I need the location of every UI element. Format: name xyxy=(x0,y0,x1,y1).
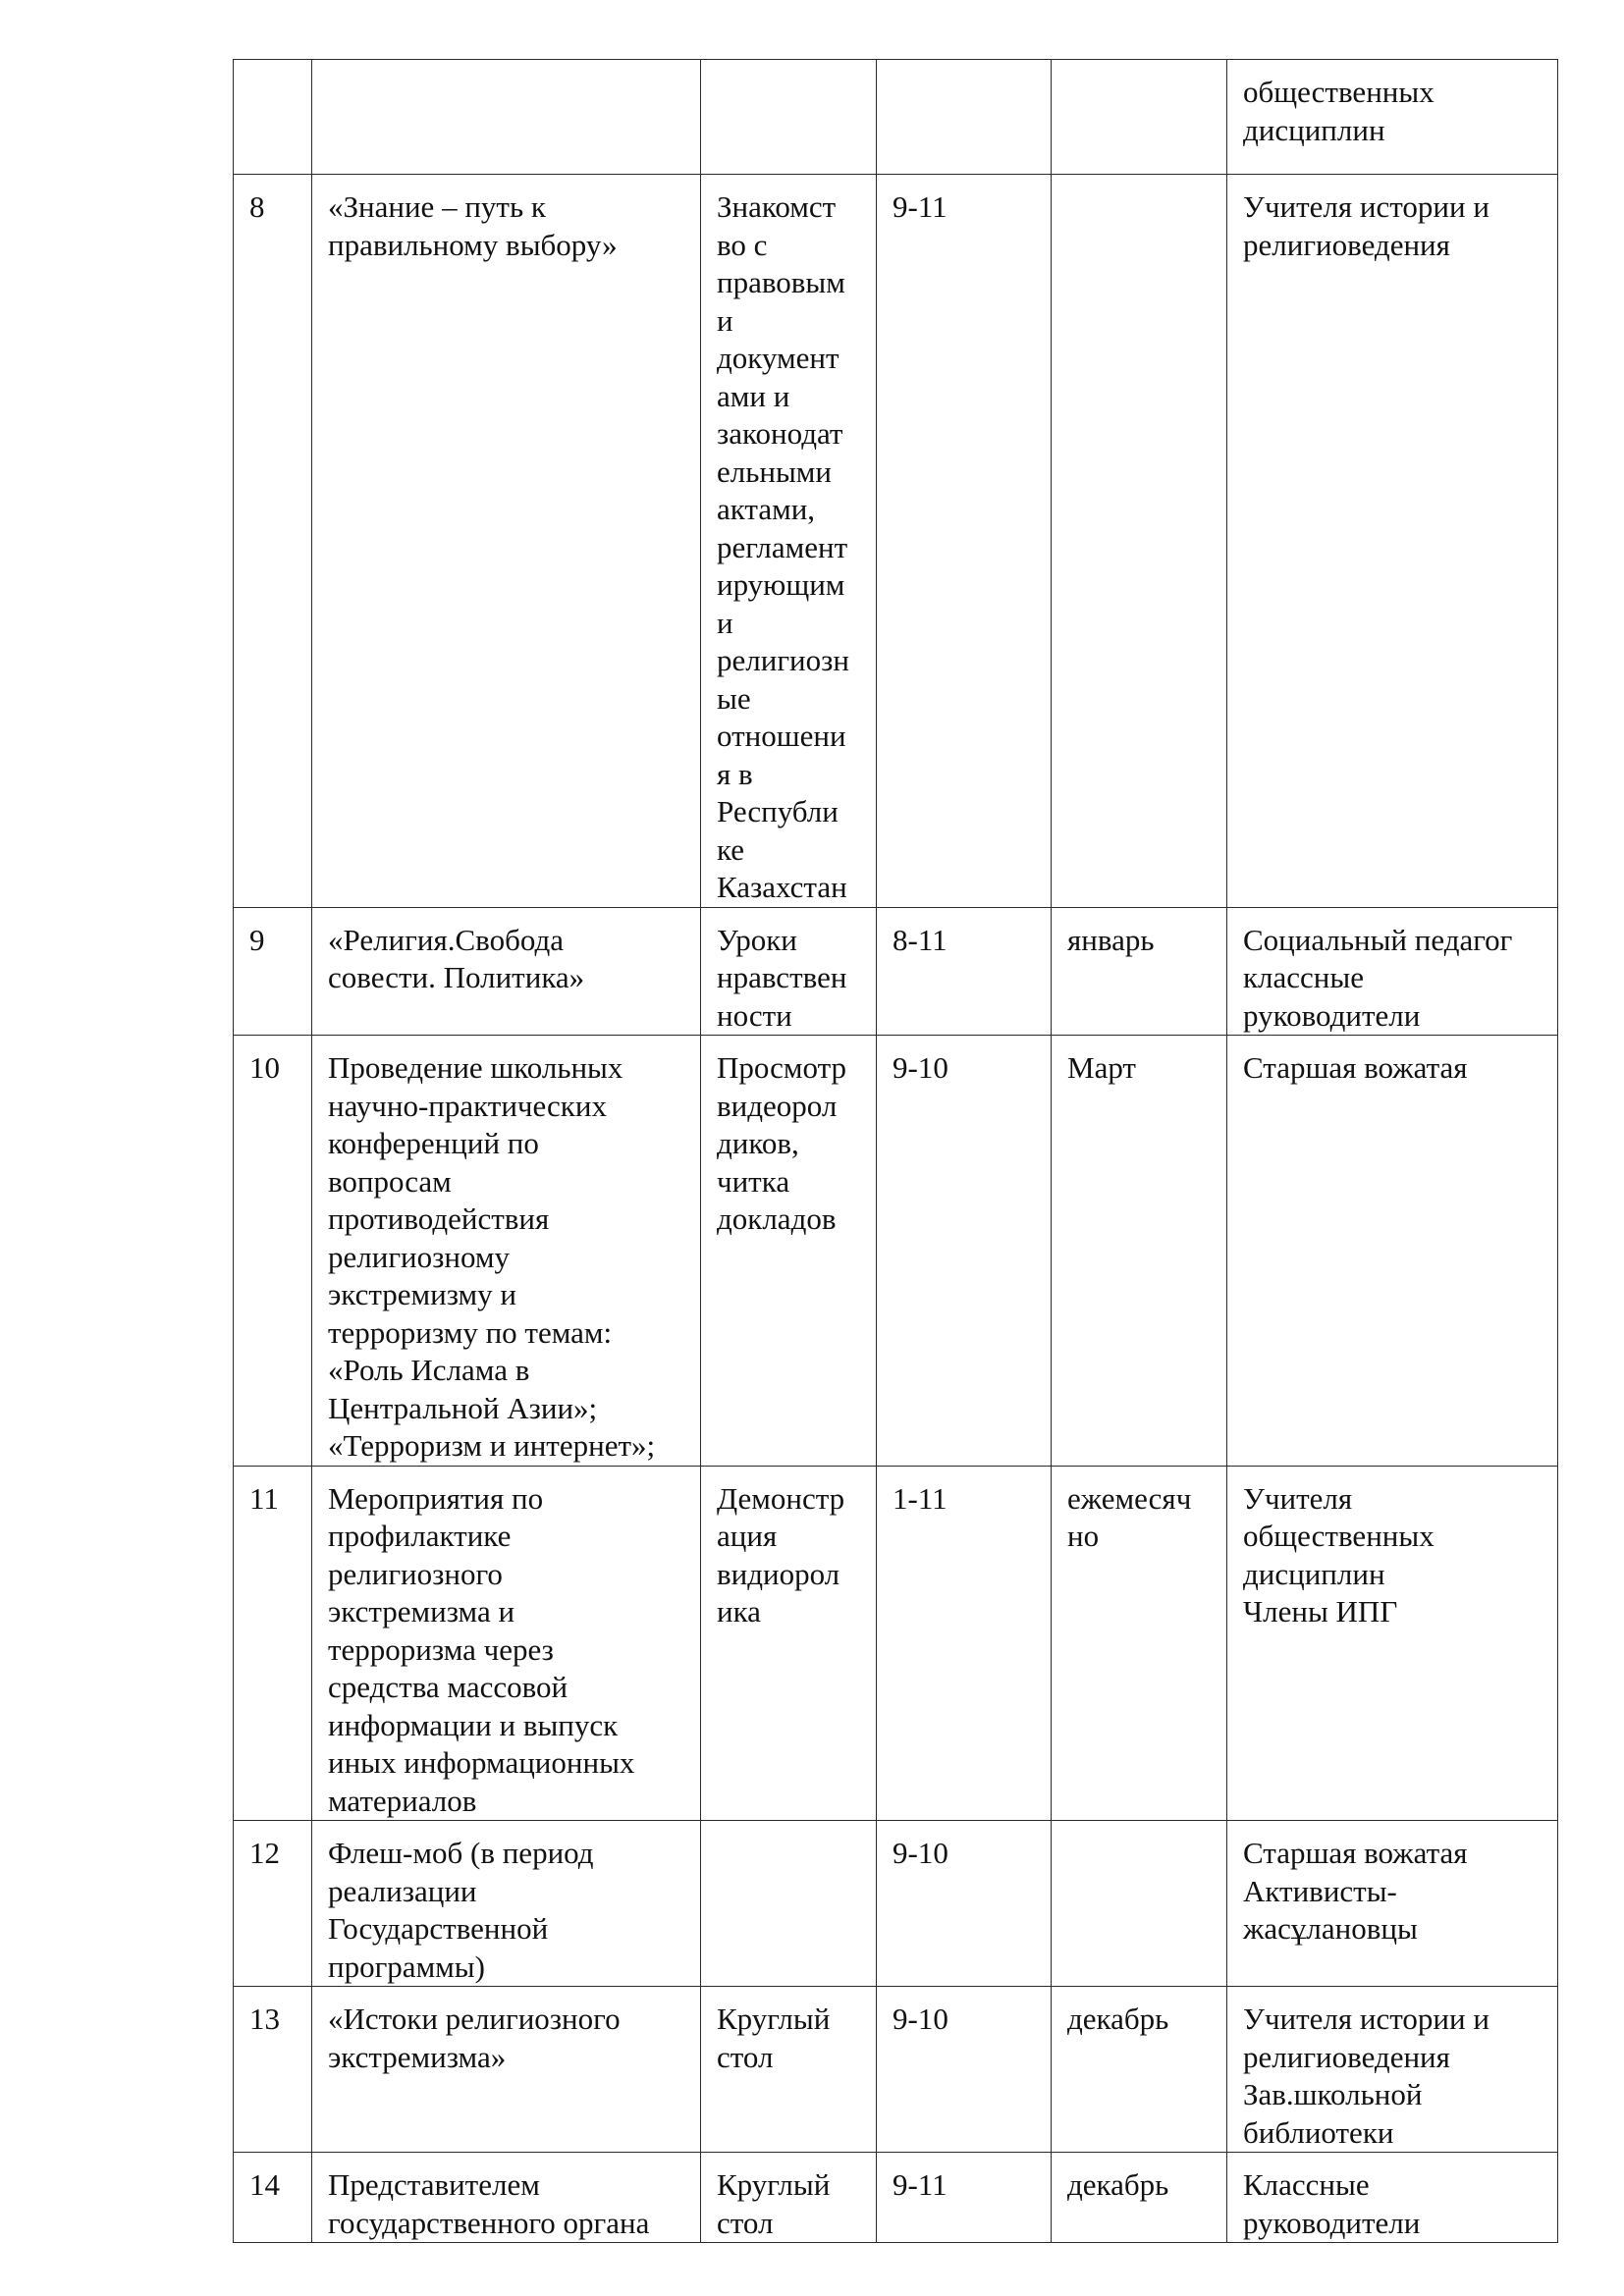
grades-cell: 1-11 xyxy=(877,1466,1052,1821)
event-cell: Представителем государственного органа xyxy=(312,2153,701,2243)
date-cell: ежемесяч но xyxy=(1052,1466,1227,1821)
responsible-cell: Социальный педагог классные руководители xyxy=(1227,907,1558,1036)
form-cell xyxy=(701,60,877,175)
table-row xyxy=(234,1821,1558,1987)
event-cell xyxy=(312,60,701,175)
grades-cell: 9-11 xyxy=(877,175,1052,908)
date-cell xyxy=(1052,1821,1227,1987)
event-cell: Флеш-моб (в период реализации Государственной программы) xyxy=(312,1821,701,1987)
event-cell: Мероприятия по профилактике религиозного экстремизма и терроризма через средства массовой информации и выпуск иных информационных материалов xyxy=(312,1466,701,1821)
event-cell: «Религия.Свобода совести. Политика» xyxy=(312,907,701,1036)
event-cell: «Истоки религиозного экстремизма» xyxy=(312,1987,701,2153)
responsible-cell: Учителя общественных дисциплин Члены ИПГ xyxy=(1227,1466,1558,1821)
table-row xyxy=(234,60,1558,175)
table-row xyxy=(234,2153,1558,2243)
grades-cell: 9-10 xyxy=(877,1036,1052,1467)
row-number-cell xyxy=(234,60,312,175)
responsible-cell: Старшая вожатая xyxy=(1227,1036,1558,1467)
date-cell: декабрь xyxy=(1052,2153,1227,2243)
event-cell: Проведение школьных научно-практических конференций по вопросам противодействия религиозному экстремизму и терроризму по темам: «Роль Ислама в Центральной Азии»; «Терроризм и интернет»; xyxy=(312,1036,701,1467)
table-row xyxy=(234,175,1558,908)
responsible-cell: Учителя истории и религиоведения xyxy=(1227,175,1558,908)
grades-cell: 9-11 xyxy=(877,2153,1052,2243)
table-row xyxy=(234,1987,1558,2153)
responsible-cell: общественных дисциплин xyxy=(1227,60,1558,175)
date-cell xyxy=(1052,175,1227,908)
row-number-cell: 14 xyxy=(234,2153,312,2243)
grades-cell xyxy=(877,60,1052,175)
table-row xyxy=(234,1036,1558,1467)
form-cell: Знакомст во с правовым и документ ами и законодат ельными актами, регламент ирующим и религиозн ые отношени я в Республи ке Казахстан xyxy=(701,175,877,908)
form-cell: Демонстр ация видиорол ика xyxy=(701,1466,877,1821)
form-cell: Просмотр видеорол диков, читка докладов xyxy=(701,1036,877,1467)
responsible-cell: Классные руководители xyxy=(1227,2153,1558,2243)
date-cell: Март xyxy=(1052,1036,1227,1467)
form-cell: Круглый стол xyxy=(701,1987,877,2153)
events-table xyxy=(233,59,1558,2243)
date-cell xyxy=(1052,60,1227,175)
row-number-cell: 8 xyxy=(234,175,312,908)
responsible-cell: Старшая вожатая Активисты- жасұлановцы xyxy=(1227,1821,1558,1987)
grades-cell: 8-11 xyxy=(877,907,1052,1036)
row-number-cell: 13 xyxy=(234,1987,312,2153)
row-number-cell: 12 xyxy=(234,1821,312,1987)
grades-cell: 9-10 xyxy=(877,1987,1052,2153)
event-cell: «Знание – путь к правильному выбору» xyxy=(312,175,701,908)
date-cell: январь xyxy=(1052,907,1227,1036)
date-cell: декабрь xyxy=(1052,1987,1227,2153)
grades-cell: 9-10 xyxy=(877,1821,1052,1987)
table-row xyxy=(234,907,1558,1036)
form-cell: Уроки нравствен ности xyxy=(701,907,877,1036)
form-cell: Круглый стол xyxy=(701,2153,877,2243)
table-row xyxy=(234,1466,1558,1821)
responsible-cell: Учителя истории и религиоведения Зав.школьной библиотеки xyxy=(1227,1987,1558,2153)
form-cell xyxy=(701,1821,877,1987)
row-number-cell: 11 xyxy=(234,1466,312,1821)
row-number-cell: 10 xyxy=(234,1036,312,1467)
row-number-cell: 9 xyxy=(234,907,312,1036)
